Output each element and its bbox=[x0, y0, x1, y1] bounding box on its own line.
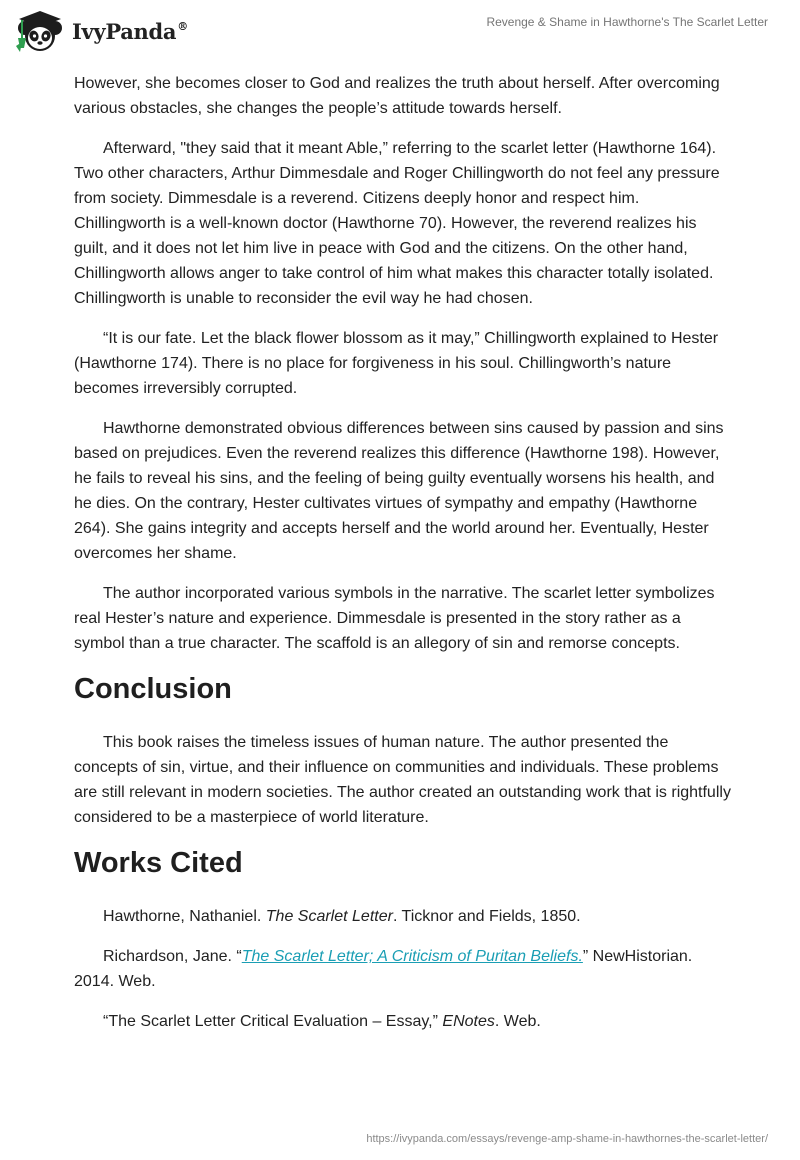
works-cited-heading: Works Cited bbox=[74, 847, 243, 879]
paragraph: Afterward, "they said that it meant Able,” referring to the scarlet letter (Hawthorne 164). Two other characters, Arthur Dimmesdale and Roger Chillingworth do not feel any pressure from society. Dimmesdale is a reverend. Citizens deeply honor and respect him. Chillingworth is a well-known doctor (Hawthorne 70). However, the reverend realizes his guilt, and it does not let him live in peace with God and the citizens. On the other hand, Chillingworth allows anger to take control of him what makes this character totally isolated. Chillingworth is unable to reconsider the evil way he had chosen. bbox=[74, 140, 720, 307]
citation: Hawthorne, Nathaniel. The Scarlet Letter. Ticknor and Fields, 1850. bbox=[103, 908, 581, 925]
page-header bbox=[0, 0, 800, 60]
citation-link[interactable]: The Scarlet Letter; A Criticism of Puritan Beliefs. bbox=[241, 948, 583, 965]
panda-graduation-cap-icon bbox=[14, 8, 68, 54]
conclusion-heading: Conclusion bbox=[74, 673, 232, 705]
paragraph: This book raises the timeless issues of human nature. The author presented the concepts of sin, virtue, and their influence on communities and individuals. These problems are still relevant in modern societies. The author created an outstanding work that is rightfully considered to be a masterpiece of world literature. bbox=[74, 734, 731, 826]
document-title: Revenge & Shame in Hawthorne's The Scarlet Letter bbox=[486, 15, 768, 29]
paragraph: Hawthorne demonstrated obvious differences between sins caused by passion and sins based on prejudices. Even the reverend realizes this difference (Hawthorne 198). However, he fails to reveal his sins, and the feeling of being guilty eventually worsens his health, and he dies. On the contrary, Hester cultivates virtues of sympathy and empathy (Hawthorne 264). She gains integrity and accepts herself and the world around her. Eventually, Hester overcomes her shame. bbox=[74, 420, 724, 562]
essay-body bbox=[74, 71, 734, 1049]
paragraph: The author incorporated various symbols in the narrative. The scarlet letter symbolizes real Hester’s nature and experience. Dimmesdale is presented in the story rather as a symbol than a true character. The scaffold is an allegory of sin and remorse concepts. bbox=[74, 585, 715, 652]
citation: “The Scarlet Letter Critical Evaluation – Essay,” ENotes. Web. bbox=[103, 1013, 541, 1030]
citation: Richardson, Jane. “The Scarlet Letter; A Criticism of Puritan Beliefs.” NewHistorian. 2014. Web. bbox=[74, 948, 693, 990]
source-url: https://ivypanda.com/essays/revenge-amp-shame-in-hawthornes-the-scarlet-letter/ bbox=[366, 1133, 768, 1145]
citation-title: The Scarlet Letter bbox=[265, 908, 393, 925]
paragraph: “It is our fate. Let the black flower blossom as it may,” Chillingworth explained to Hester (Hawthorne 174). There is no place for forgiveness in his soul. Chillingworth’s nature becomes irreversibly corrupted. bbox=[74, 330, 719, 397]
citation-source: ENotes bbox=[442, 1013, 495, 1030]
brand-name: IvyPanda® bbox=[72, 18, 188, 44]
paragraph: However, she becomes closer to God and realizes the truth about herself. After overcoming various obstacles, she changes the people’s attitude towards herself. bbox=[74, 75, 720, 117]
ivypanda-logo[interactable] bbox=[14, 8, 188, 54]
